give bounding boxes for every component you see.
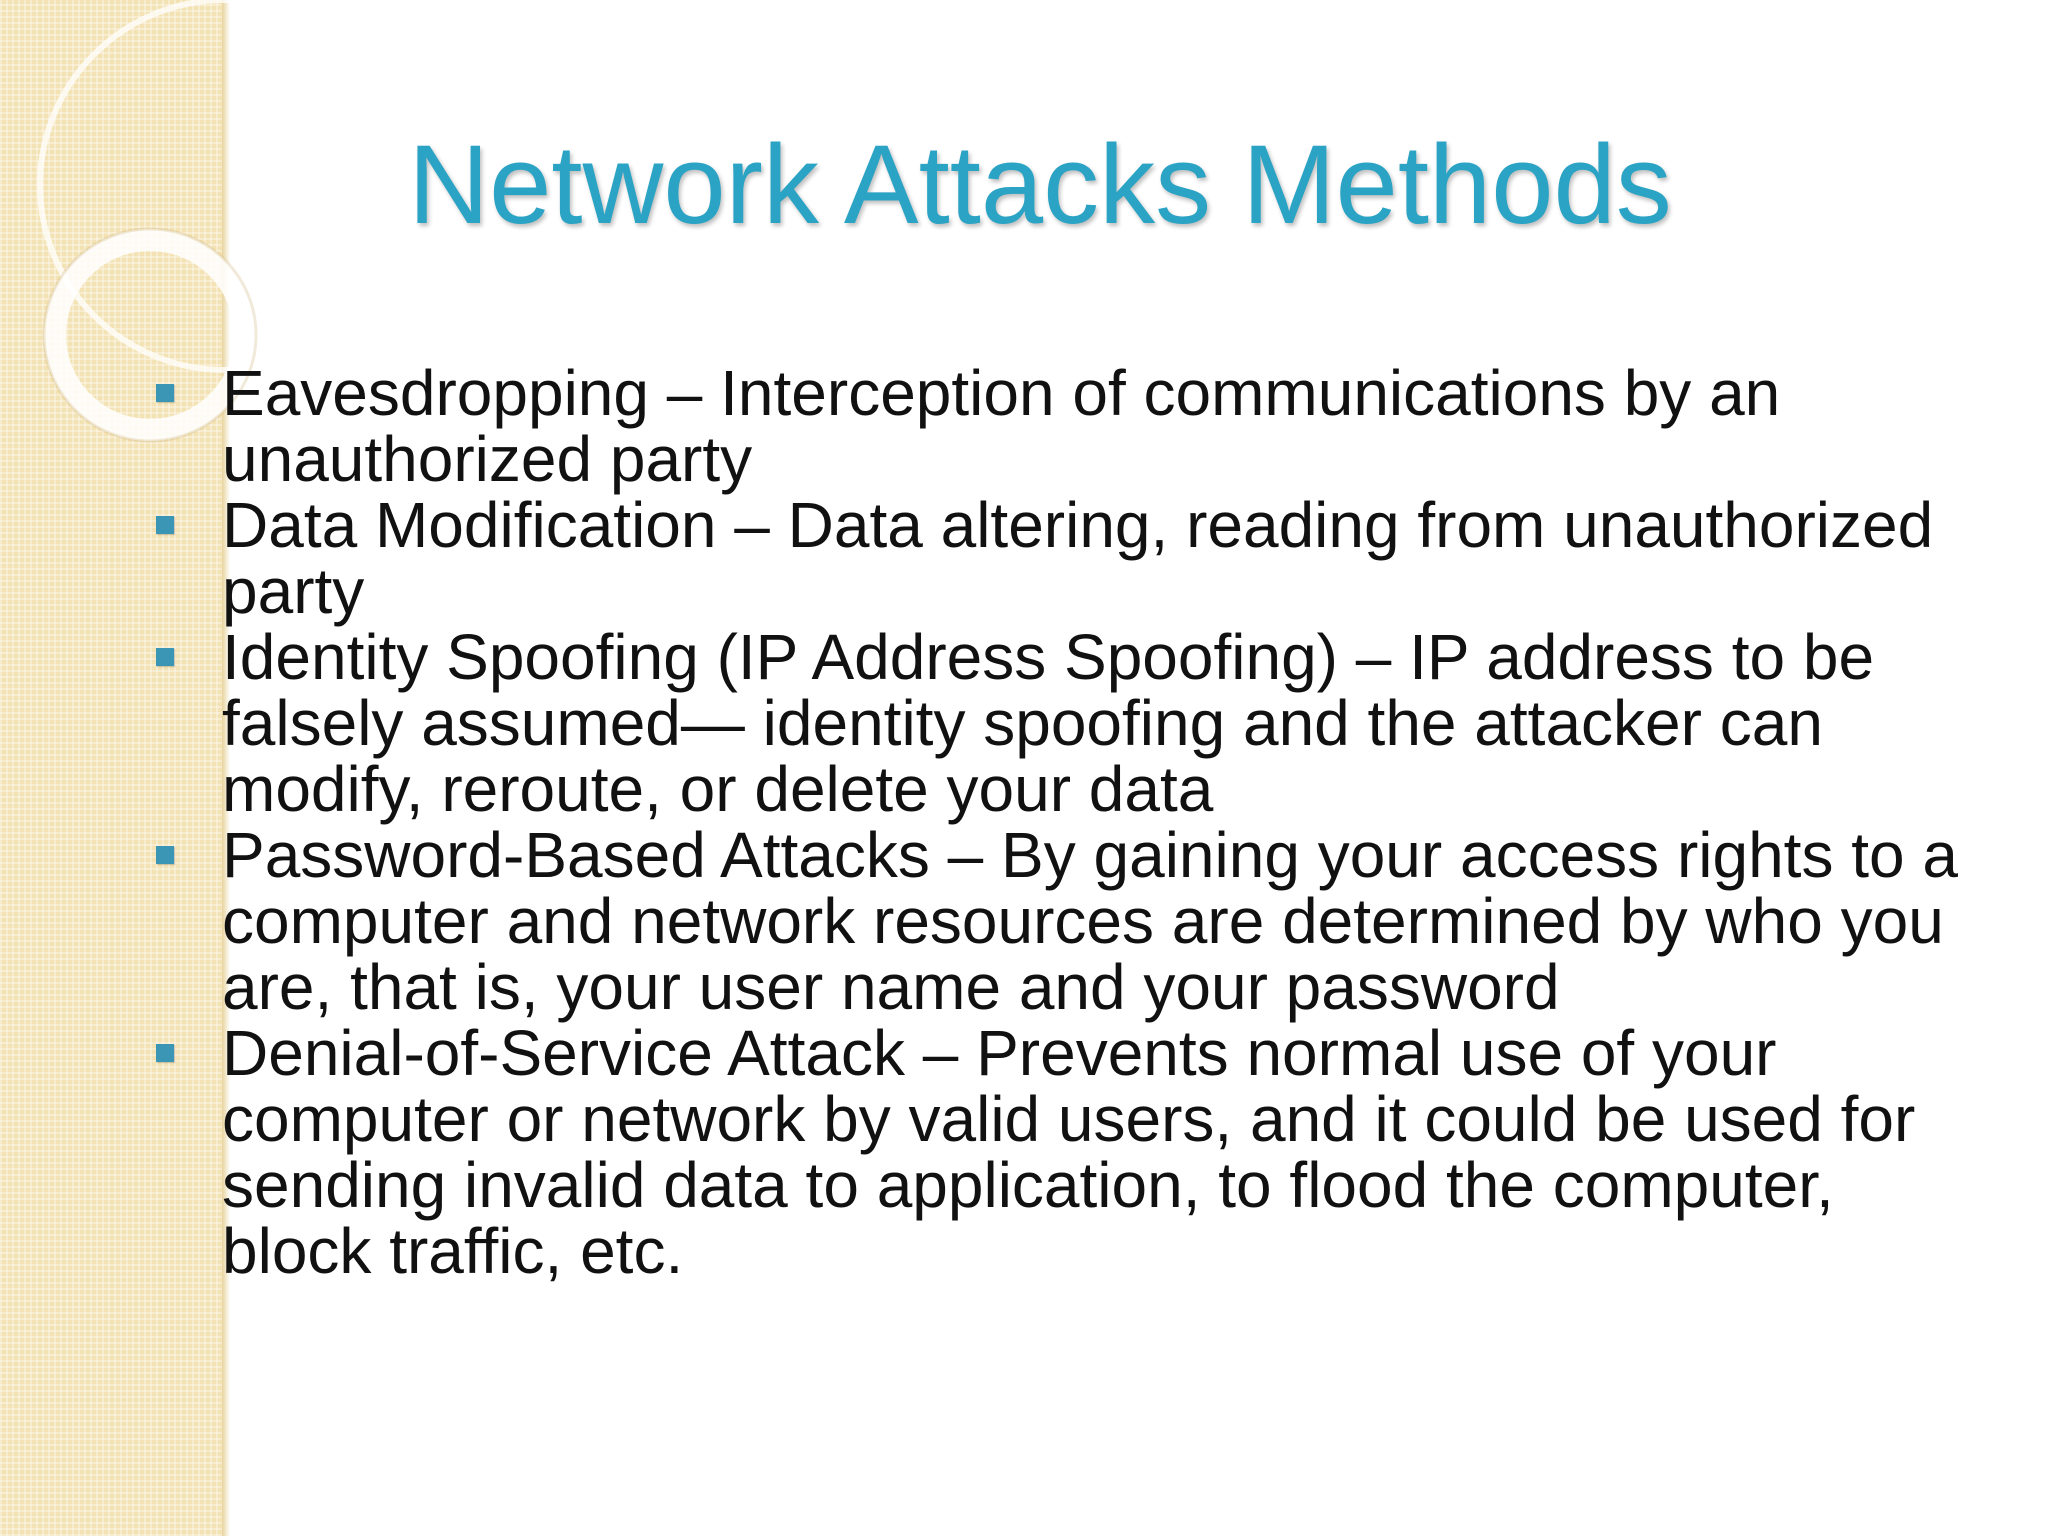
bullet-item bbox=[222, 1017, 1982, 1287]
square-bullet-icon bbox=[156, 384, 174, 402]
bullet-item bbox=[222, 357, 1982, 495]
bullet-text: Denial-of-Service Attack – Prevents normal use of your computer or network by valid users, and it could be used for sending invalid data to application, to flood the computer, block traffic, etc. bbox=[222, 1017, 1916, 1287]
bullet-text: Identity Spoofing (IP Address Spoofing) – IP address to be falsely assumed— identity spoofing and the attacker can modify, reroute, or delete your data bbox=[222, 621, 1875, 825]
slide-title: Network Attacks Methods bbox=[408, 122, 1672, 247]
bullet-item bbox=[222, 621, 1982, 825]
bullet-text: Password-Based Attacks – By gaining your access rights to a computer and network resources are determined by who you are, that is, your user name and your password bbox=[222, 819, 1958, 1023]
bullet-item bbox=[222, 819, 1982, 1023]
bullet-text: Data Modification – Data altering, reading from unauthorized party bbox=[222, 489, 1934, 627]
square-bullet-icon bbox=[156, 846, 174, 864]
square-bullet-icon bbox=[156, 1044, 174, 1062]
square-bullet-icon bbox=[156, 516, 174, 534]
bullet-text: Eavesdropping – Interception of communications by an unauthorized party bbox=[222, 357, 1781, 495]
side-band-texture bbox=[0, 0, 228, 1536]
bullet-list bbox=[222, 357, 1982, 1287]
bullet-item bbox=[222, 489, 1982, 627]
square-bullet-icon bbox=[156, 648, 174, 666]
